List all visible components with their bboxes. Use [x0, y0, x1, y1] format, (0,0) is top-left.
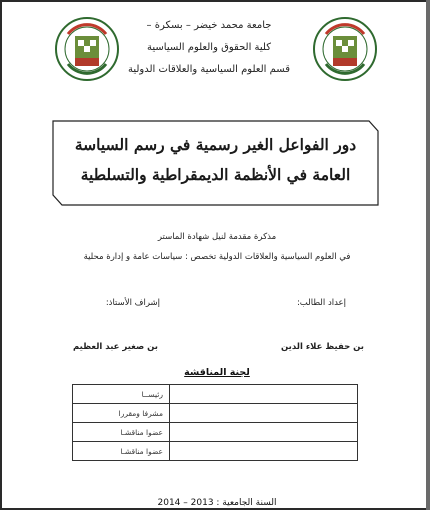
thesis-title-line-2: العامة في الأنظمة الديمقراطية والتسلطية — [80, 165, 351, 184]
student-name: بن حفيظ علاء الدين — [281, 342, 364, 352]
committee-role: عضوا مناقشـا — [73, 442, 170, 461]
committee-role: عضوا مناقشـا — [73, 423, 170, 442]
thesis-title — [52, 130, 379, 190]
committee-member-cell — [170, 423, 358, 442]
table-row — [73, 404, 358, 423]
table-row — [73, 385, 358, 404]
table-row — [73, 423, 358, 442]
supervisor-name: بن صغير عبد العظيم — [73, 342, 158, 352]
committee-role: مشرفا ومقررا — [73, 404, 170, 423]
table-row — [73, 442, 358, 461]
committee-member-cell — [170, 442, 358, 461]
student-label: إعداد الطالب: — [296, 298, 346, 308]
committee-heading: لجنة المناقشة — [184, 367, 250, 378]
faculty-name: كلية الحقوق والعلوم السياسية — [147, 42, 271, 53]
university-name: جامعة محمد خيضر – بسكرة – — [146, 20, 272, 31]
thesis-title-line-1: دور الفواعل الغير رسمية في رسم السياسة — [74, 135, 357, 154]
committee-member-cell — [170, 404, 358, 423]
academic-year: السنة الجامعية : 2013 – 2014 — [157, 498, 277, 508]
committee-table — [72, 384, 358, 461]
committee-role: رئيســا — [73, 385, 170, 404]
title-frame — [52, 120, 379, 206]
memo-description: مذكرة مقدمة لنيل شهادة الماستر — [157, 232, 277, 242]
department-name: قسم العلوم السياسية والعلاقات الدولية — [128, 64, 290, 75]
specialization: في العلوم السياسية والعلاقات الدولية تخصص : سياسات عامة و إدارة محلية — [83, 252, 351, 262]
committee-member-cell — [170, 385, 358, 404]
window-edge — [426, 0, 430, 510]
supervisor-label: إشراف الأستاذ: — [105, 298, 160, 308]
